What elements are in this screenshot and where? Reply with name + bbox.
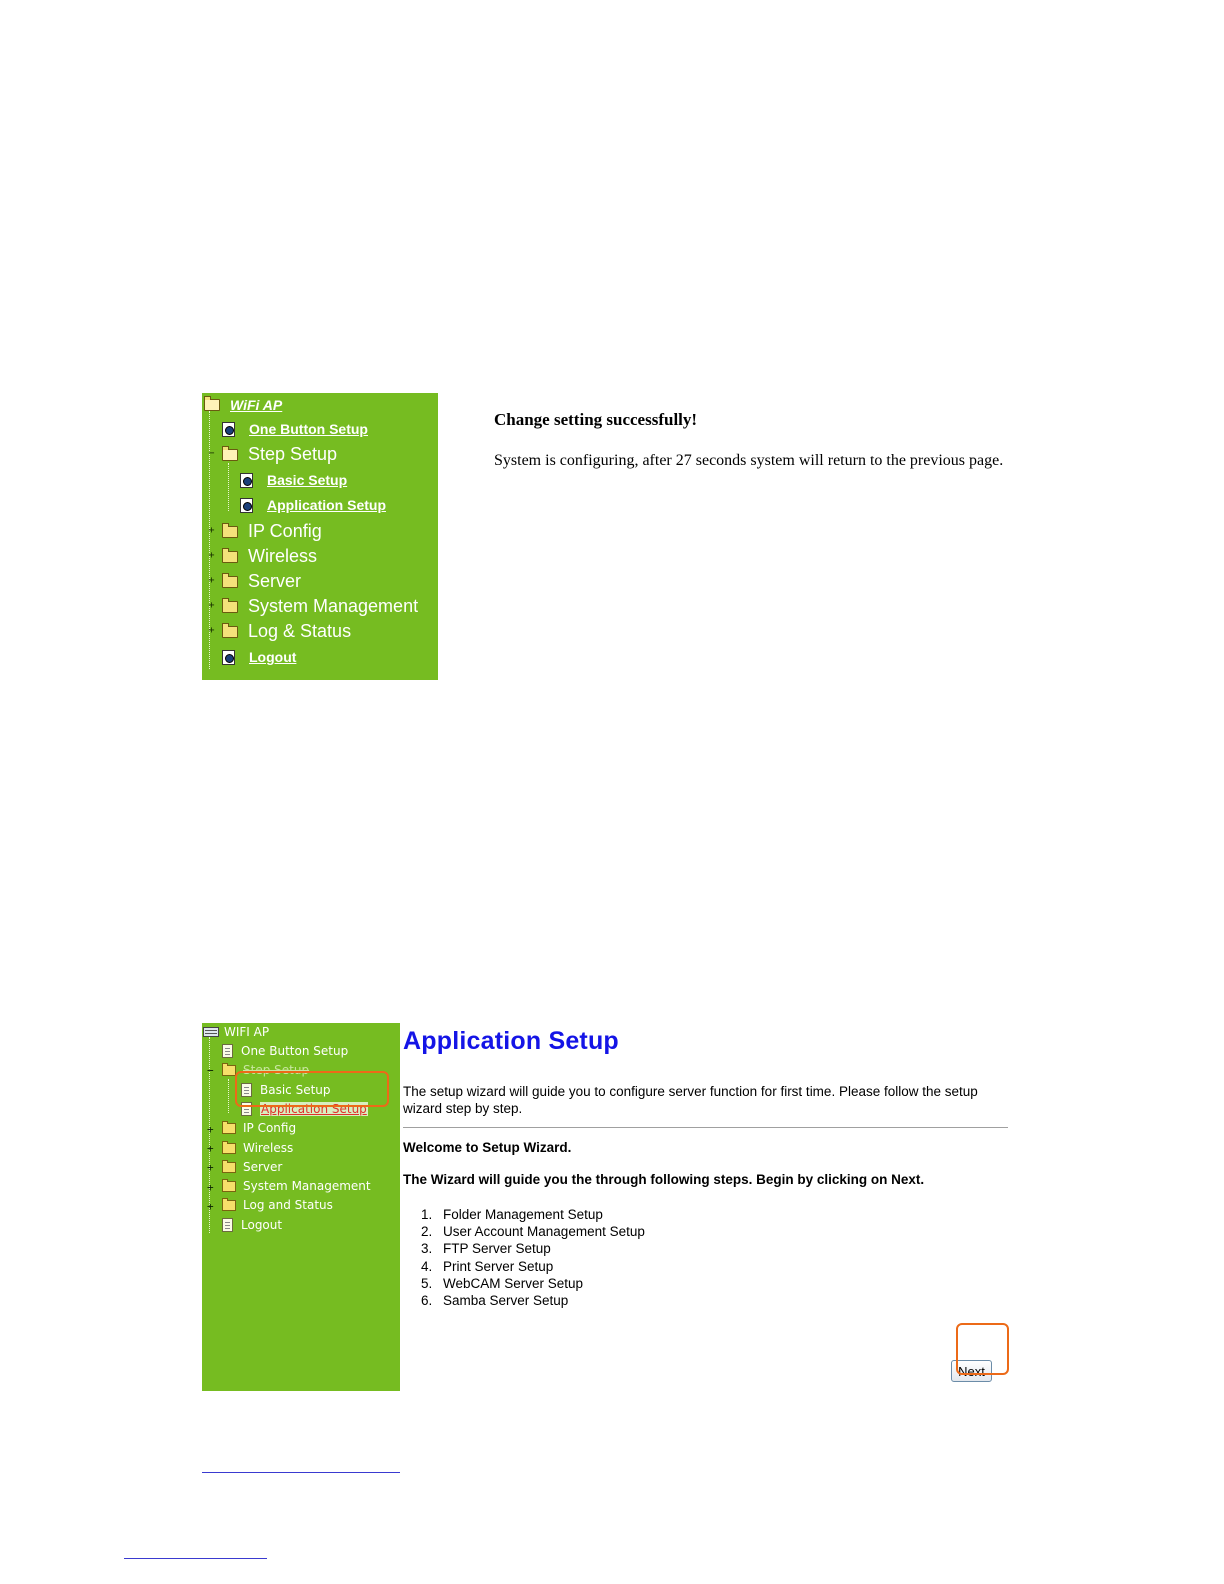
- expand-icon[interactable]: +: [208, 575, 215, 586]
- folder-icon: [222, 551, 238, 563]
- welcome-heading: Welcome to Setup Wizard.: [403, 1140, 572, 1155]
- next-button[interactable]: Next: [951, 1360, 992, 1382]
- open-folder-icon: [204, 399, 220, 411]
- sidebar-item-one-button-setup[interactable]: One Button Setup: [222, 421, 368, 437]
- expand-icon[interactable]: +: [207, 1123, 214, 1136]
- footnote-separator: [124, 1558, 267, 1559]
- sidebar-item-step-setup[interactable]: Step Setup: [222, 444, 337, 465]
- intro-text: The setup wizard will guide you to configure server function for first time. Please follow the setup wizard step by step.: [403, 1084, 978, 1116]
- list-item: 2. User Account Management Setup: [421, 1224, 645, 1240]
- expand-icon[interactable]: +: [207, 1181, 214, 1194]
- sidebar-item-server[interactable]: Server: [222, 571, 301, 592]
- list-item: 4. Print Server Setup: [421, 1258, 554, 1274]
- footnote-separator: [202, 1472, 400, 1473]
- computer-icon: [203, 1027, 219, 1037]
- expand-icon[interactable]: +: [207, 1161, 214, 1174]
- expand-icon[interactable]: +: [208, 600, 215, 611]
- list-item: 1. Folder Management Setup: [421, 1207, 603, 1222]
- list-item: 5. WebCAM Server Setup: [421, 1275, 584, 1291]
- sidebar-item-ip-config[interactable]: IP Config: [222, 1121, 296, 1135]
- success-title: Change setting successfully!: [494, 410, 698, 429]
- list-item: 3. FTP Server Setup: [421, 1241, 551, 1257]
- sidebar-item-basic-setup[interactable]: Basic Setup: [240, 472, 347, 488]
- divider: [403, 1127, 1008, 1128]
- sidebar-item-system-management[interactable]: System Management: [222, 1179, 371, 1193]
- sidebar-item-ip-config[interactable]: IP Config: [222, 521, 322, 542]
- sidebar-item-server[interactable]: Server: [222, 1160, 282, 1174]
- page-icon: [240, 498, 253, 513]
- expand-icon[interactable]: +: [207, 1142, 214, 1155]
- sidebar-item-logout[interactable]: Logout: [222, 1218, 282, 1232]
- list-item: 6. Samba Server Setup: [421, 1293, 569, 1309]
- status-message-panel: [494, 410, 1003, 470]
- sidebar-root[interactable]: [204, 397, 282, 413]
- configuring-message: System is configuring, after 27 seconds system will return to the previous page.: [494, 452, 1004, 469]
- sidebar-item-logout[interactable]: Logout: [222, 649, 296, 665]
- folder-icon: [222, 576, 238, 588]
- expand-icon[interactable]: +: [208, 550, 215, 561]
- folder-icon: [222, 1123, 236, 1134]
- collapse-icon[interactable]: −: [208, 448, 215, 459]
- sidebar-root-label: WiFi AP: [230, 397, 283, 413]
- expand-icon[interactable]: +: [207, 1200, 214, 1213]
- sidebar-item-wireless[interactable]: Wireless: [222, 546, 317, 567]
- folder-icon: [222, 1200, 236, 1211]
- guide-text: The Wizard will guide you the through following steps. Begin by clicking on Next.: [403, 1172, 925, 1187]
- sidebar-item-application-setup[interactable]: Application Setup: [240, 497, 386, 513]
- sidebar-item-one-button-setup[interactable]: One Button Setup: [222, 1044, 348, 1058]
- open-folder-icon: [222, 449, 238, 461]
- sidebar-item-application-setup[interactable]: Application Setup: [241, 1102, 368, 1116]
- sidebar-item-log-status[interactable]: Log & Status: [222, 621, 351, 642]
- sidebar-nav-top: [202, 393, 438, 680]
- wizard-steps-list: [403, 1206, 1009, 1309]
- sidebar-root[interactable]: WIFI AP: [203, 1025, 269, 1039]
- page-icon: [222, 1044, 233, 1058]
- sidebar-item-wireless[interactable]: Wireless: [222, 1141, 293, 1155]
- folder-icon: [222, 1143, 236, 1154]
- sidebar-item-step-setup[interactable]: Step Setup: [222, 1063, 309, 1077]
- highlight-basic-setup: [235, 1071, 389, 1107]
- sidebar-item-log-status[interactable]: Log and Status: [222, 1198, 333, 1212]
- page-icon: [240, 473, 253, 488]
- page-title: Application Setup: [403, 1027, 619, 1055]
- folder-icon: [222, 1181, 236, 1192]
- page-icon: [222, 422, 235, 437]
- highlight-next-button: [956, 1323, 1009, 1375]
- collapse-icon[interactable]: −: [207, 1064, 214, 1077]
- open-folder-icon: [222, 1065, 236, 1076]
- folder-icon: [222, 626, 238, 638]
- expand-icon[interactable]: +: [208, 625, 215, 636]
- folder-icon: [222, 1162, 236, 1173]
- expand-icon[interactable]: +: [208, 525, 215, 536]
- folder-icon: [222, 526, 238, 538]
- application-setup-panel: [403, 1023, 1009, 1309]
- page-icon: [222, 1218, 233, 1232]
- page-icon: [222, 650, 235, 665]
- folder-icon: [222, 601, 238, 613]
- sidebar-item-basic-setup[interactable]: Basic Setup: [241, 1083, 331, 1097]
- sidebar-item-system-management[interactable]: System Management: [222, 596, 418, 617]
